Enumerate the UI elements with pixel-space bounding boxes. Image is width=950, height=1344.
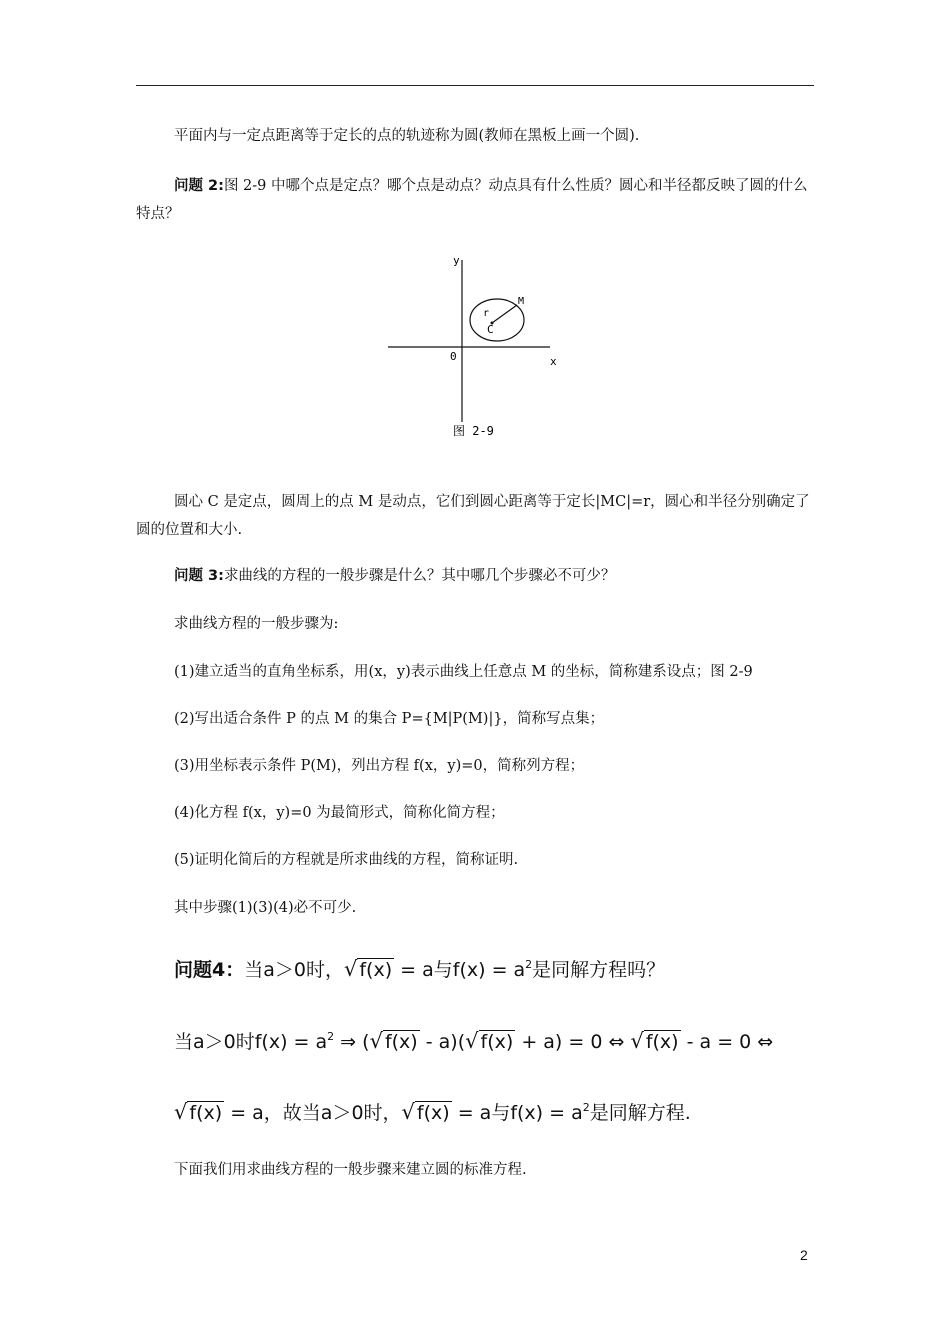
figure-2-9: [380, 250, 570, 440]
point-m-label: M: [518, 296, 525, 307]
question-2-label: 问题 2:: [174, 178, 224, 194]
x-axis-label: x: [550, 355, 557, 368]
center-radius-paragraph: 圆心 C 是定点，圆周上的点 M 是动点，它们到圆心距离等于定长|MC|=r，圆心和半径分别确定了圆的位置和大小.: [136, 494, 810, 538]
definition-paragraph: 平面内与一定点距离等于定长的点的轨迹称为圆(教师在黑板上画一个圆).: [174, 128, 640, 144]
question-3: [136, 562, 816, 590]
coordinate-axes: [388, 260, 550, 422]
sqrt-symbol: √: [630, 1029, 644, 1053]
derivation-line-1: 当a＞0时$f(x) = a^2$ ⇒ (√ f(x) - a)(√ f(x) + a) = 0 ⇔ √ f(x) - a = 0 ⇔: [174, 1029, 774, 1053]
step-1: (1)建立适当的直角坐标系，用(x，y)表示曲线上任意点 M 的坐标，简称建系设点；图 2-9: [174, 664, 753, 680]
step-2: (2)写出适合条件 P 的点 M 的集合 P={M|P(M)|}，简称写点集；: [174, 711, 605, 727]
radius-line: [492, 305, 517, 323]
radius-label: r: [483, 308, 490, 319]
step-5: (5)证明化简后的方程就是所求曲线的方程，简称证明.: [174, 852, 519, 868]
question-3-label: 问题 3:: [174, 568, 224, 584]
steps-note: 其中步骤(1)(3)(4)必不可少.: [174, 900, 357, 916]
origin-label: 0: [450, 350, 457, 363]
y-axis-label: y: [453, 254, 460, 267]
question-3-text: 求曲线的方程的一般步骤是什么？其中哪几个步骤必不可少？: [223, 568, 616, 584]
center-label: C: [487, 323, 494, 336]
step-4: (4)化方程 f(x，y)=0 为最简形式，简称化简方程；: [174, 805, 505, 821]
steps-intro: 求曲线方程的一般步骤为:: [174, 616, 339, 632]
question-4: 问题4：当a＞0时，√ f(x) = a与$f(x) = a^2$是同解方程吗？: [174, 957, 666, 981]
question-4-label: 问题4：: [174, 959, 245, 981]
question-2: [136, 172, 816, 228]
closing-paragraph: 下面我们用求曲线方程的一般步骤来建立圆的标准方程.: [174, 1162, 527, 1178]
page-number: 2: [800, 1247, 808, 1263]
sqrt-symbol: √: [369, 1029, 383, 1053]
sqrt-symbol: √: [465, 1029, 479, 1053]
sqrt-symbol: √: [343, 957, 358, 981]
step-3: (3)用坐标表示条件 P(M)，列出方程 f(x，y)=0，简称列方程；: [174, 758, 585, 774]
figure-caption: 图 2-9: [453, 424, 494, 438]
question-2-text: 图 2-9 中哪个点是定点？哪个点是动点？动点具有什么性质？圆心和半径都反映了圆的什么特点？: [136, 178, 808, 222]
header-rule: [136, 85, 814, 86]
sqrt-symbol: √: [401, 1100, 415, 1124]
sqrt-symbol: √: [174, 1100, 188, 1124]
derivation-line-2: √ f(x) = a，故当a＞0时，√ f(x) = a与$f(x) = a^2$是同解方程.: [174, 1100, 691, 1124]
